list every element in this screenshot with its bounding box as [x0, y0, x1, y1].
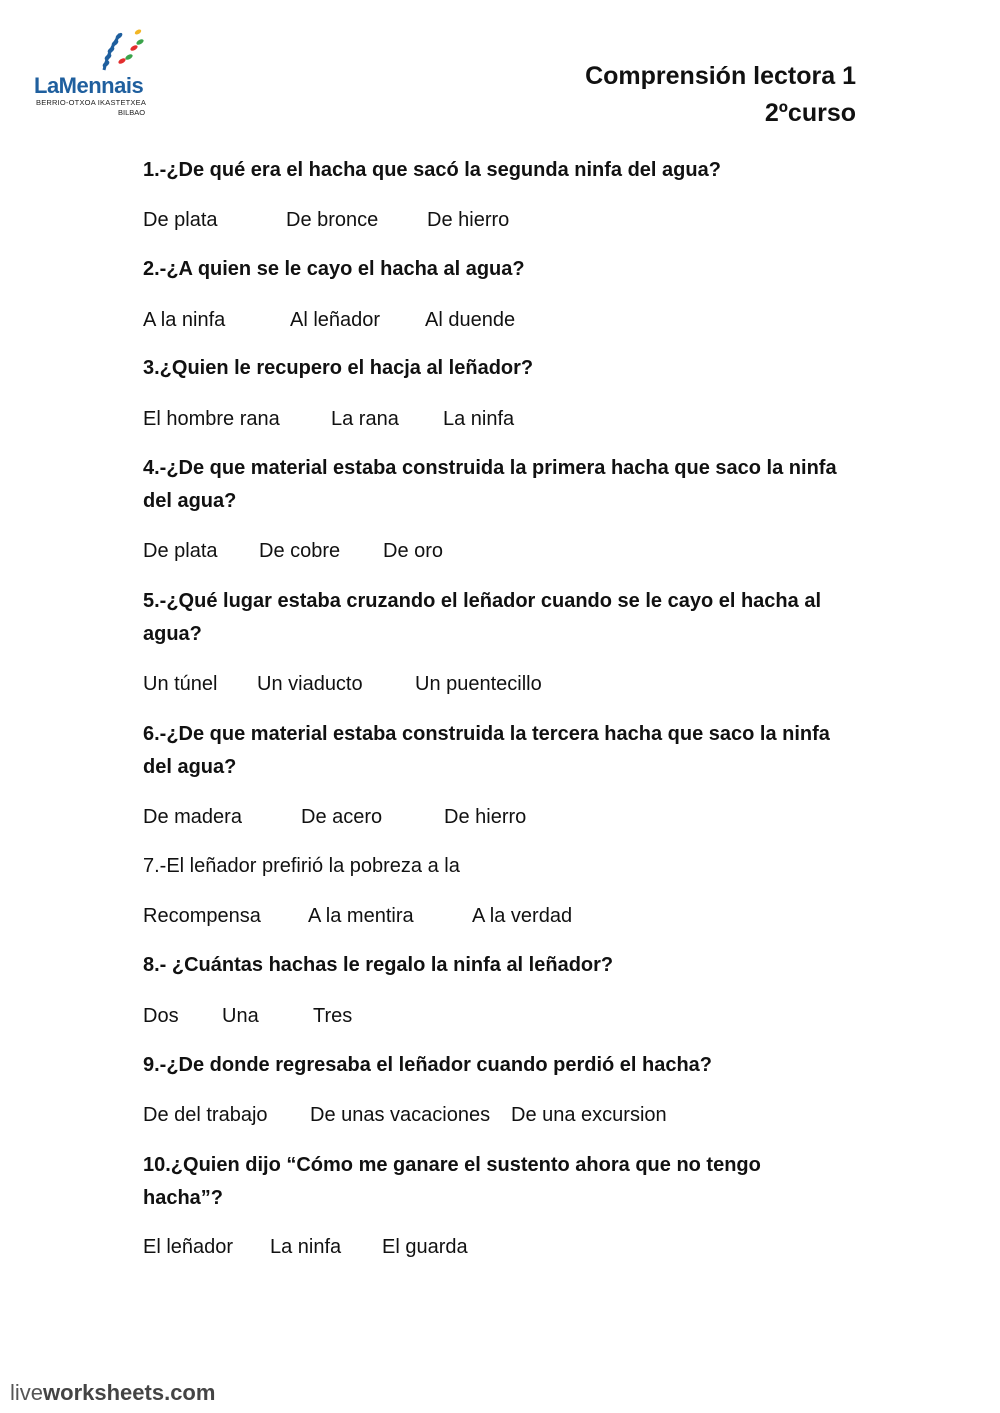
option[interactable]: Un puentecillo [415, 673, 542, 695]
question-3-options [143, 406, 514, 432]
option[interactable]: De bronce [286, 209, 379, 231]
option[interactable]: Un túnel [143, 673, 218, 695]
option[interactable]: El guarda [382, 1236, 468, 1258]
question-5-options [143, 671, 542, 697]
question-5: 5.-¿Qué lugar estaba cruzando el leñador cuando se le cayo el hacha al agua? [143, 590, 821, 645]
question-2: 2.-¿A quien se le cayo el hacha al agua? [143, 258, 525, 280]
question-4-options [143, 538, 443, 564]
option[interactable]: La ninfa [270, 1236, 342, 1258]
option[interactable]: Al leñador [290, 309, 381, 331]
logo-emblem-icon [34, 24, 164, 74]
option[interactable]: De una excursion [511, 1104, 667, 1126]
question-9-options [143, 1102, 667, 1128]
option[interactable]: De plata [143, 540, 218, 562]
logo-school-name: BERRIO-OTXOA IKASTETXEA [36, 98, 147, 107]
option[interactable]: De unas vacaciones [310, 1104, 491, 1126]
option[interactable]: De cobre [259, 540, 341, 562]
option[interactable]: Al duende [425, 309, 516, 331]
logo-brand: LaMennais [34, 73, 144, 98]
logo-city: BILBAO [118, 108, 146, 117]
option[interactable]: De madera [143, 806, 242, 828]
question-9: 9.-¿De donde regresaba el leñador cuando perdió el hacha? [143, 1054, 713, 1076]
question-3: 3.¿Quien le recupero el hacja al leñador? [143, 357, 534, 379]
liveworksheets-footer [10, 1380, 215, 1406]
question-10: 10.¿Quien dijo “Cómo me ganare el sustento ahora que no tengo hacha”? [143, 1154, 761, 1209]
option[interactable]: De plata [143, 209, 218, 231]
option[interactable]: Tres [313, 1005, 353, 1027]
option[interactable]: Una [222, 1005, 259, 1027]
question-8-options [143, 1003, 352, 1029]
option[interactable]: La rana [331, 408, 399, 430]
option[interactable]: De acero [301, 806, 383, 828]
option[interactable]: De hierro [444, 806, 527, 828]
question-7-options [143, 903, 572, 929]
question-8: 8.- ¿Cuántas hachas le regalo la ninfa al leñador? [143, 954, 614, 976]
option[interactable]: La ninfa [443, 408, 515, 430]
option[interactable]: De del trabajo [143, 1104, 268, 1126]
question-10-options [143, 1234, 468, 1260]
question-6-options [143, 804, 526, 830]
school-logo [34, 24, 164, 124]
option[interactable]: El hombre rana [143, 408, 280, 430]
option[interactable]: Dos [143, 1005, 179, 1027]
option[interactable]: A la ninfa [143, 309, 226, 331]
question-2-options [143, 307, 515, 333]
option[interactable]: A la verdad [472, 905, 573, 927]
option[interactable]: A la mentira [308, 905, 414, 927]
question-1: 1.-¿De qué era el hacha que sacó la segunda ninfa del agua? [143, 159, 721, 181]
footer-brand: worksheets [43, 1380, 165, 1405]
option[interactable]: De hierro [427, 209, 510, 231]
option[interactable]: Un viaducto [257, 673, 363, 695]
option[interactable]: El leñador [143, 1236, 234, 1258]
footer-prefix: live [10, 1380, 44, 1405]
worksheet-title: Comprensión lectora 1 [585, 62, 856, 90]
option[interactable]: Recompensa [143, 905, 261, 927]
question-6: 6.-¿De que material estaba construida la tercera hacha que saco la ninfa del agua? [143, 723, 830, 778]
question-4: 4.-¿De que material estaba construida la primera hacha que saco la ninfa del agua? [143, 457, 837, 512]
option[interactable]: De oro [383, 540, 444, 562]
question-7: 7.-El leñador prefirió la pobreza a la [143, 855, 460, 877]
question-1-options [143, 207, 509, 233]
footer-suffix: .com [164, 1380, 216, 1405]
worksheet-course: 2ºcurso [764, 99, 856, 127]
